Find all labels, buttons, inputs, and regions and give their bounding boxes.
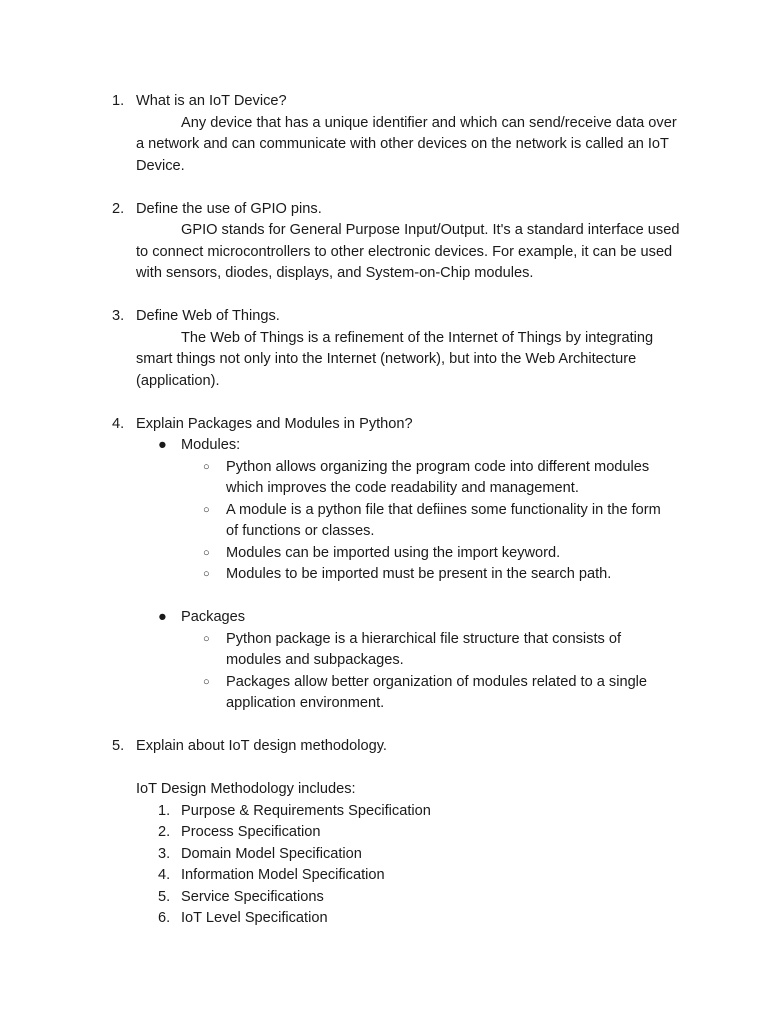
list-item <box>136 887 684 909</box>
question-number: 3. <box>112 308 125 324</box>
list-item-number: 4. <box>158 867 171 883</box>
question-answer: Any device that has a unique identifier and which can send/receive data over a network and can communicate with other devices on the network is called an IoT Device. <box>136 114 677 174</box>
list-item-text: Modules to be imported must be present in the search path. <box>226 566 612 582</box>
bullet-icon: ● <box>158 437 167 453</box>
question-title: Explain about IoT design methodology. <box>136 738 387 754</box>
list-item-text: Modules can be imported using the import keyword. <box>226 544 561 561</box>
section-label: Packages <box>181 609 246 625</box>
list-item <box>136 865 684 887</box>
list-item-number: 6. <box>158 910 171 926</box>
list-item-text: Packages allow better organization of modules related to a single application environment. <box>226 673 648 711</box>
question-title: Define Web of Things. <box>136 308 280 324</box>
question-2 <box>0 199 684 285</box>
question-4 <box>0 414 684 715</box>
circle-bullet-icon: ○ <box>203 503 210 516</box>
question-5 <box>0 736 684 930</box>
list-item <box>136 672 676 715</box>
list-item-number: 1. <box>158 802 171 819</box>
list-item-text: Process Specification <box>181 824 321 840</box>
circle-bullet-icon: ○ <box>203 460 210 473</box>
question-answer: GPIO stands for General Purpose Input/Output. It's a standard interface used to connect microcontrollers to other electronic devices. For example, it can be used with sensors, diodes, displays, and System-on-Chip modules. <box>136 222 680 281</box>
list-item <box>136 564 676 586</box>
list-item <box>136 822 684 844</box>
section-modules <box>136 435 684 457</box>
circle-bullet-icon: ○ <box>203 632 210 645</box>
question-number: 2. <box>112 200 125 217</box>
question-title: What is an IoT Device? <box>136 93 287 109</box>
list-item-number: 2. <box>158 824 171 840</box>
list-item-text: Python package is a hierarchical file structure that consists of modules and subpackages. <box>226 630 622 668</box>
list-item-text: Purpose & Requirements Specification <box>181 802 431 819</box>
list-item-text: A module is a python file that defiines some functionality in the form of functions or classes. <box>226 501 661 539</box>
list-item-number: 3. <box>158 845 171 862</box>
document-page <box>0 91 768 930</box>
list-item-text: Domain Model Specification <box>181 845 362 862</box>
list-item-text: Information Model Specification <box>181 867 385 883</box>
section-packages <box>136 607 684 629</box>
list-item-number: 5. <box>158 888 171 905</box>
question-title: Explain Packages and Modules in Python? <box>136 415 413 432</box>
question-3 <box>0 306 684 392</box>
circle-bullet-icon: ○ <box>203 546 210 559</box>
list-item <box>136 457 676 500</box>
circle-bullet-icon: ○ <box>203 675 210 688</box>
bullet-icon: ● <box>158 609 167 625</box>
question-1 <box>0 91 684 177</box>
section-label: Modules: <box>181 437 241 453</box>
question-title: Define the use of GPIO pins. <box>136 200 322 217</box>
list-item-text: Service Specifications <box>181 888 324 905</box>
list-item-text: Python allows organizing the program code into different modules which improves the code readability and management. <box>226 458 650 496</box>
list-item <box>136 801 684 823</box>
question-answer: The Web of Things is a refinement of the Internet of Things by integrating smart things not only into the Internet (network), but into the Web Architecture (application). <box>136 329 654 389</box>
list-item <box>136 844 684 866</box>
list-item <box>136 543 676 565</box>
list-item <box>136 908 684 930</box>
list-item <box>136 500 676 543</box>
question-number: 5. <box>112 738 125 754</box>
question-number: 1. <box>112 93 125 109</box>
question-number: 4. <box>112 415 125 432</box>
circle-bullet-icon: ○ <box>203 568 210 580</box>
list-item-text: IoT Level Specification <box>181 910 328 926</box>
methodology-intro: IoT Design Methodology includes: <box>136 781 356 797</box>
list-item <box>136 629 676 672</box>
